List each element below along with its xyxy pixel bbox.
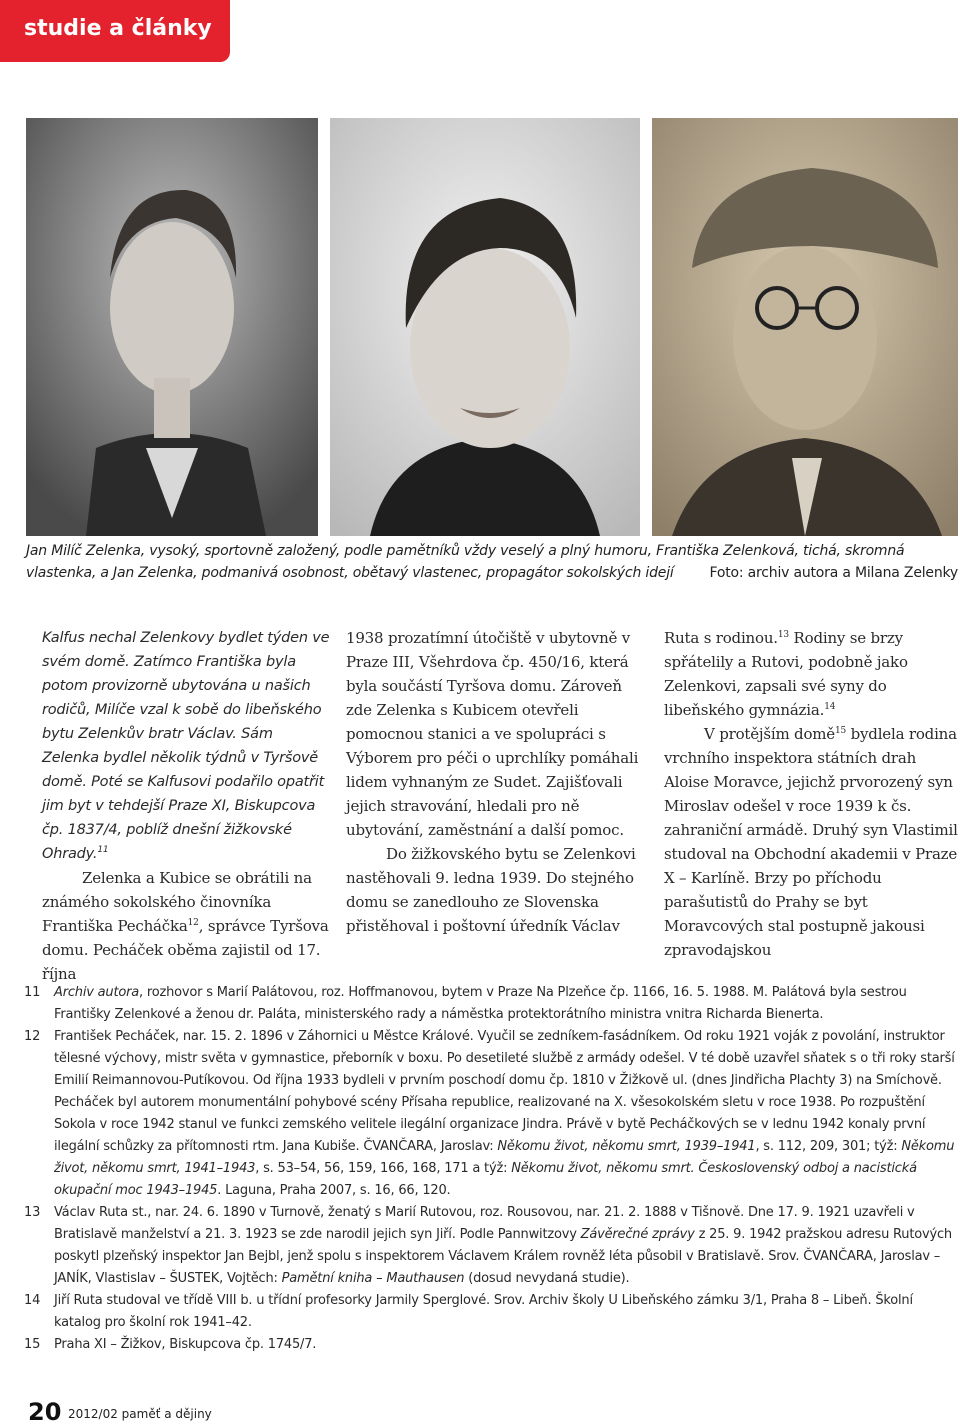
- footnote-ref-12: 12: [187, 918, 199, 928]
- photo-young-man: [26, 118, 318, 536]
- footnote-text: František Pecháček, nar. 15. 2. 1896 v Záhornici u Městce Králové. Vyučil se zedníkem-fasádníkem. Od roku 1921 voják z povolání, instruktor tělesné výchovy, mistr světa v gymnastice, přeborník v boxu. Po desetileté službě z armády odešel. V té době uzavřel sňatek s o tři roky starší Emilií Reimannovou-Putíkovou. Od října 1933 bydleli v prvním poschodí domu čp. 1810 v Žižkově ul. (dnes Jindřicha Plachty 3) na Smíchově. Pecháček byl autorem monumentální pohybové scény Přísaha republice, realizované na X. všesokolském sletu v roce 1938. Po rozpuštění Sokola v roce 1942 stanul ve funkci zemského velitele ilegální organizace Jindra. Právě v bytě Pecháčkových se v lednu 1942 konaly první ilegální schůzky za přítomnosti rtm. Jana Kubiše. ČVANČARA, Jaroslav:: [54, 1029, 955, 1154]
- footnote-em: Někomu život, někomu smrt. Československý odboj a nacistická okupační moc 1943–1945: [54, 1161, 917, 1198]
- paragraph: [664, 626, 960, 722]
- column-1: [42, 626, 332, 986]
- footnote-ref-15: 15: [834, 726, 847, 736]
- column-2: [346, 626, 642, 938]
- paragraph: [42, 866, 332, 986]
- footnote-em: Někomu život, někomu smrt, 1939–1941: [497, 1139, 756, 1154]
- paragraph-italic: [42, 626, 332, 866]
- footnote-12: [24, 1026, 958, 1202]
- footnote-ref-13: 13: [777, 630, 789, 640]
- footnote-number: 13: [24, 1205, 41, 1220]
- footnote-ref-14: 14: [824, 702, 836, 712]
- photo-man-cap: [652, 118, 958, 536]
- c3-p2a-text: V protějším domě: [704, 725, 835, 743]
- column-3: [664, 626, 960, 962]
- footnote-15: [24, 1334, 958, 1356]
- footnote-14: [24, 1290, 958, 1334]
- c3-p2b-text: bydlela rodina vrchního inspektora státních drah Aloise Moravce, jejichž prvorozený syn Miroslav odešel v roce 1939 k čs. zahraniční armádě. Druhý syn Vlastimil studoval na Obchodní akademii v Praze X – Karlíně. Brzy po příchodu parašutistů do Prahy se byt Moravcových stal postupně jakousi zpravodajskou: [664, 725, 958, 959]
- caption-text: Jan Milíč Zelenka, vysoký, sportovně založený, podle pamětníků vždy veselý a plný humoru, Františka Zelenková, tichá, skromná vlastenka, a Jan Zelenka, podmanivá osobnost, obětavý vlastenec, propagátor sokolských idejí: [26, 543, 905, 581]
- portrait-young-man-illustration: [26, 118, 318, 536]
- section-label: studie a články: [24, 16, 212, 41]
- footnote-em: Archiv autora: [54, 985, 140, 1000]
- footnote-number: 11: [24, 985, 41, 1000]
- photo-woman: [330, 118, 640, 536]
- footnote-em: Závěrečné zprávy: [580, 1227, 695, 1242]
- footnote-ref-11: 11: [97, 845, 109, 856]
- issue-label: 2012/02 paměť a dějiny: [68, 1407, 212, 1421]
- footnote-number: 14: [24, 1293, 41, 1308]
- footnote-em: Pamětní kniha – Mauthausen: [281, 1271, 465, 1286]
- portrait-man-cap-glasses-illustration: [652, 118, 958, 536]
- footnote-11: [24, 982, 958, 1026]
- footnote-text: Praha XI – Žižkov, Biskupcova čp. 1745/7.: [54, 1337, 317, 1352]
- footnote-text: (dosud nevydaná studie).: [464, 1271, 630, 1286]
- paragraph: 1938 prozatímní útočiště v ubytovně v Praze III, Všehrdova čp. 450/16, která byla součástí Tyršova domu. Zároveň zde Zelenka s Kubicem otevřeli pomocnou stanici a ve spolupráci s Výborem pro péči o uprchlíky pomáhali lidem vyhnaným ze Sudet. Zajišťovali jejich stravování, hledali pro ně ubytování, zaměstnání a další pomoc.: [346, 629, 639, 839]
- section-tab: [0, 0, 230, 62]
- footnote-text: z 25. 9. 1942 pražskou adresu Rutových poskytl plzeňský inspektor Jan Bejbl, jenž spolu s inspektorem Václavem Králem rovněž léta působil v Bratislavě. Srov. ČVANČARA, Jaroslav – JANÍK, Vlastislav – ŠUSTEK, Vojtěch:: [54, 1227, 952, 1286]
- c3-p1a-text: Ruta s rodinou.: [664, 629, 778, 647]
- footnote-13: [24, 1202, 958, 1290]
- footnotes: [24, 982, 958, 1356]
- footnote-em: Někomu život, někomu smrt, 1941–1943: [54, 1139, 955, 1176]
- footnote-text: Václav Ruta st., nar. 24. 6. 1890 v Turnově, ženatý s Marií Rutovou, roz. Rousovou, nar. 21. 2. 1888 v Tišnově. Dne 17. 9. 1921 uzavřeli v Bratislavě manželství a 21. 3. 1923 se zde narodil jejich syn Jiří. Podle Pannwitzovy: [54, 1205, 915, 1242]
- photo-caption: [26, 540, 960, 584]
- footnote-text: Jiří Ruta studoval ve třídě VIII b. u třídní profesorky Jarmily Sperglové. Srov. Archiv školy U Libeňského zámku 3/1, Praha 8 – Libeň. Školní katalog pro školní rok 1941–42.: [54, 1293, 913, 1330]
- portrait-woman-illustration: [330, 118, 640, 536]
- footnote-text: . Laguna, Praha 2007, s. 16, 66, 120.: [217, 1183, 451, 1198]
- c1-p2b-text: , správce Tyršova domu. Pecháček oběma zajistil od 17. října: [42, 917, 329, 983]
- footnote-text: , rozhovor s Marií Palátovou, roz. Hoffmanovou, bytem v Praze Na Plzeňce čp. 1166, 16. 5. 1988. M. Palátová byla sestrou Františky Zelenkové a ženou dr. Paláta, ministerského rady a náměstka protektorátního ministra vnitra Richarda Bienerta.: [54, 985, 907, 1022]
- photo-credit: Foto: archiv autora a Milana Zelenky: [709, 565, 958, 581]
- footnote-number: 15: [24, 1337, 41, 1352]
- footnote-text: , s. 112, 209, 301; týž:: [755, 1139, 902, 1154]
- c1-p2a-text: Zelenka a Kubice se obrátili na známého sokolského činovníka Františka Pecháčka: [42, 869, 312, 935]
- paragraph: Do žižkovského bytu se Zelenkovi nastěhovali 9. ledna 1939. Do stejného domu se zanedlouho ze Slovenska přistěhoval i poštovní úředník Václav: [346, 845, 636, 935]
- footnote-text: , s. 53–54, 56, 159, 166, 168, 171 a týž:: [255, 1161, 512, 1176]
- page-number: 20: [28, 1398, 62, 1426]
- paragraph: [664, 722, 960, 962]
- footnote-number: 12: [24, 1029, 41, 1044]
- c1-italic-text: Kalfus nechal Zelenkovy bydlet týden ve svém domě. Zatímco Františka byla potom provizorně ubytována u našich rodičů, Milíče vzal k sobě do libeňského bytu Zelenkův bratr Václav. Sám Zelenka bydlel několik týdnů v Tyršově domě. Poté se Kalfusovi podařilo opatřit jim byt v tehdejší Praze XI, Biskupcova čp. 1837/4, poblíž dnešní žižkovské Ohrady.: [42, 630, 330, 862]
- c3-p1b-text: Rodiny se brzy spřátelily a Rutovi, podobně jako Zelenkovi, zapsali své syny do libeňského gymnázia.: [664, 629, 908, 719]
